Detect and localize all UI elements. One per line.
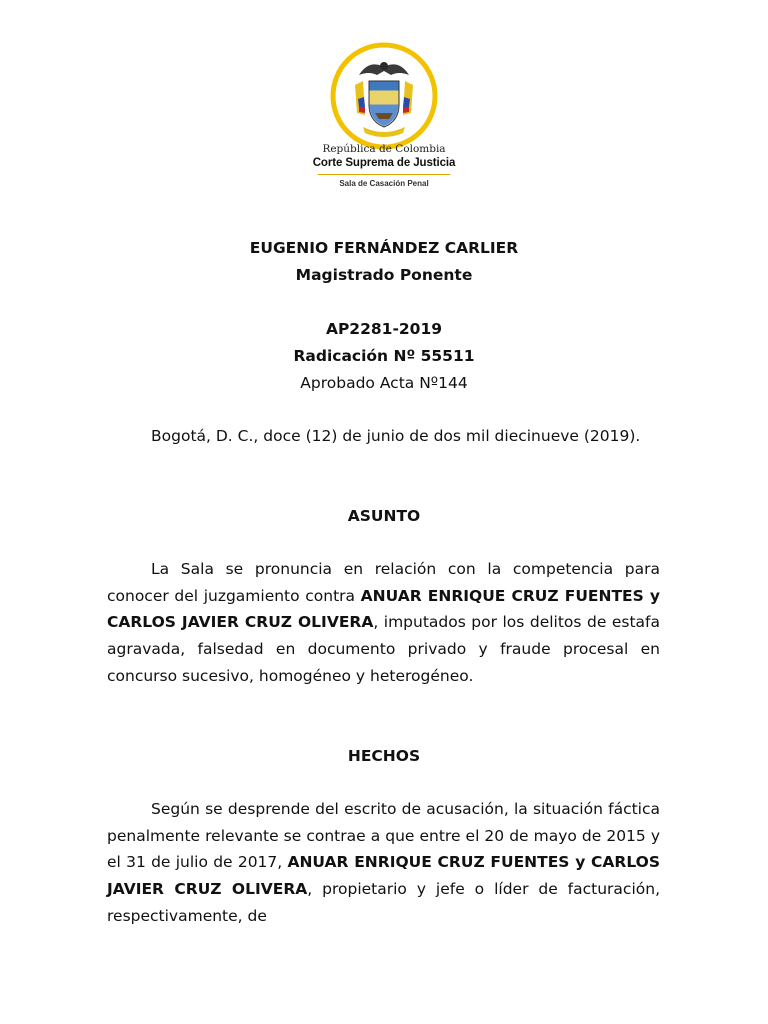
magistrate-role: Magistrado Ponente — [295, 266, 473, 284]
section-heading-hechos: HECHOS — [347, 747, 421, 765]
section-heading-asunto: ASUNTO — [347, 507, 421, 525]
asunto-text-2: , imputados por los delitos de estafa agravada, falsedad en documento privado y fraude procesal en concurso sucesivo, homogéneo y heterogéneo. — [107, 613, 660, 685]
case-code: AP2281-2019 — [325, 320, 443, 338]
asunto-defendant-names: ANUAR ENRIQUE CRUZ FUENTES y CARLOS JAVIER CRUZ OLIVERA — [107, 586, 660, 632]
hechos-text-2: , propietario y jefe o líder de facturación, respectivamente, de — [107, 880, 660, 925]
date-text: Bogotá, D. C., doce (12) de junio de dos mil diecinueve (2019). — [151, 427, 641, 445]
court-seal-icon — [329, 41, 439, 151]
acta-approval: Aprobado Acta Nº144 — [300, 374, 468, 392]
letterhead-rule — [318, 174, 450, 175]
hechos-text-1: Según se desprende del escrito de acusación, la situación fáctica penalmente relevante se contrae a que entre el 20 de mayo de 2015 y el 31 de julio de 2017, — [107, 800, 660, 872]
magistrate-name: EUGENIO FERNÁNDEZ CARLIER — [249, 239, 519, 257]
republic-label: República de Colombia — [322, 143, 446, 155]
asunto-text-1: La Sala se pronuncia en relación con la competencia para conocer del juzgamiento contra — [107, 560, 660, 605]
asunto-paragraph — [107, 556, 660, 690]
date-paragraph — [107, 423, 660, 450]
court-name: Corte Suprema de Justicia — [312, 157, 456, 169]
hechos-defendant-names: ANUAR ENRIQUE CRUZ FUENTES y CARLOS JAVIER CRUZ OLIVERA — [107, 853, 660, 899]
hechos-paragraph — [107, 796, 660, 930]
chamber-name: Sala de Casación Penal — [339, 179, 429, 188]
radicacion-number: Radicación Nº 55511 — [293, 347, 475, 365]
letterhead — [300, 143, 468, 189]
